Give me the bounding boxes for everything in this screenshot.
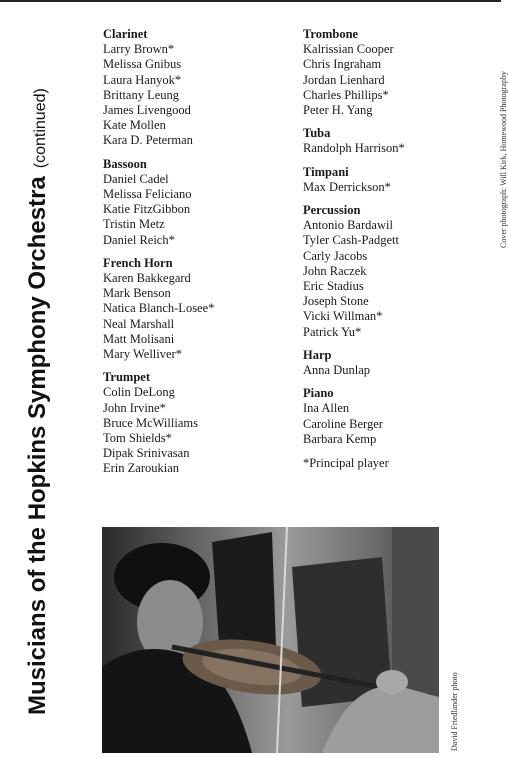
- section-heading: French Horn: [103, 255, 173, 270]
- musician-name: Carly Jacobs: [303, 248, 368, 263]
- section-heading: Clarinet: [103, 27, 148, 41]
- roster-column-1: [103, 27, 214, 485]
- musician-name: Caroline Berger: [303, 416, 383, 431]
- violinist-photo-image: [102, 527, 439, 753]
- photo-credit: David Friedlander photo: [450, 672, 459, 751]
- musician-name: Peter H. Yang: [303, 103, 373, 118]
- roster-column-2-sections: [303, 27, 405, 447]
- section-heading: Piano: [303, 386, 334, 401]
- musician-name: Natica Blanch-Losee*: [103, 301, 215, 316]
- musician-name: Melissa Feliciano: [103, 187, 192, 202]
- musician-name: Bruce McWilliams: [103, 415, 198, 430]
- page-title: [24, 88, 52, 715]
- musician-name: Larry Brown*: [103, 42, 175, 57]
- section-heading: Tuba: [303, 126, 331, 141]
- musician-name: Kalrissian Cooper: [303, 42, 394, 57]
- musician-name: John Raczek: [303, 263, 367, 278]
- musician-name: Joseph Stone: [303, 294, 369, 309]
- section-piano: [303, 386, 405, 447]
- section-heading: Timpani: [303, 164, 349, 179]
- musician-name: Kate Mollen: [103, 118, 166, 133]
- musician-name: Laura Hanyok*: [103, 72, 182, 87]
- musician-name: Erin Zaroukian: [103, 461, 180, 476]
- section-heading: Trumpet: [103, 370, 150, 385]
- section-heading: Bassoon: [103, 156, 147, 171]
- musician-name: Brittany Leung: [103, 87, 180, 102]
- musician-name: Tom Shields*: [103, 431, 172, 446]
- musician-name: Jordan Lienhard: [303, 72, 385, 87]
- musician-name: Mary Welliver*: [103, 347, 182, 362]
- section-trombone: [303, 27, 405, 118]
- section-heading: Percussion: [303, 203, 361, 218]
- musician-name: Mark Benson: [103, 286, 171, 301]
- section-heading: Harp: [303, 347, 332, 362]
- footnote: *Principal player: [303, 456, 389, 471]
- musician-name: Chris Ingraham: [303, 57, 382, 72]
- roster-column-2: [303, 27, 405, 471]
- musician-name: Dipak Srinivasan: [103, 446, 190, 461]
- musician-name: Daniel Cadel: [103, 171, 169, 186]
- section-heading: Trombone: [303, 27, 359, 41]
- musician-name: Vicki Willman*: [303, 309, 383, 324]
- section-tuba: [303, 126, 405, 156]
- musician-name: Antonio Bardawil: [303, 218, 393, 233]
- cover-photo-credit: Cover photograph: Will Kirk, Homewood Photography: [499, 71, 508, 248]
- musician-name: Daniel Reich*: [103, 232, 175, 247]
- musician-name: Neal Marshall: [103, 316, 175, 331]
- musician-name: Tristin Metz: [103, 217, 165, 232]
- section-timpani: [303, 165, 405, 195]
- title-continued: (continued): [32, 88, 49, 169]
- musician-name: Colin DeLong: [103, 385, 175, 400]
- musician-name: Anna Dunlap: [303, 363, 370, 378]
- musician-name: Charles Phillips*: [303, 87, 389, 102]
- musician-name: Eric Stadius: [303, 279, 364, 294]
- section-french-horn: [103, 256, 214, 362]
- musician-name: Katie FitzGibbon: [103, 202, 191, 217]
- section-percussion: [303, 203, 405, 340]
- musician-name: Melissa Gnibus: [103, 57, 182, 72]
- section-clarinet: [103, 27, 214, 149]
- musician-name: Barbara Kemp: [303, 431, 377, 446]
- musician-name: Ina Allen: [303, 401, 350, 416]
- section-bassoon: [103, 157, 214, 248]
- title-main: Musicians of the Hopkins Symphony Orchestra: [24, 176, 51, 715]
- section-trumpet: [103, 370, 214, 476]
- musician-name: Patrick Yu*: [303, 324, 362, 339]
- musician-name: Matt Molisani: [103, 331, 175, 346]
- top-rule: [0, 0, 501, 2]
- musician-name: Kara D. Peterman: [103, 133, 193, 148]
- section-harp: [303, 348, 405, 378]
- musician-name: John Irvine*: [103, 400, 166, 415]
- musician-name: Max Derrickson*: [303, 179, 391, 194]
- musician-name: Tyler Cash-Padgett: [303, 233, 399, 248]
- violinist-photo: [102, 527, 439, 753]
- musician-name: Karen Bakkegard: [103, 271, 191, 286]
- musician-name: James Livengood: [103, 103, 191, 118]
- musician-name: Randolph Harrison*: [303, 141, 405, 156]
